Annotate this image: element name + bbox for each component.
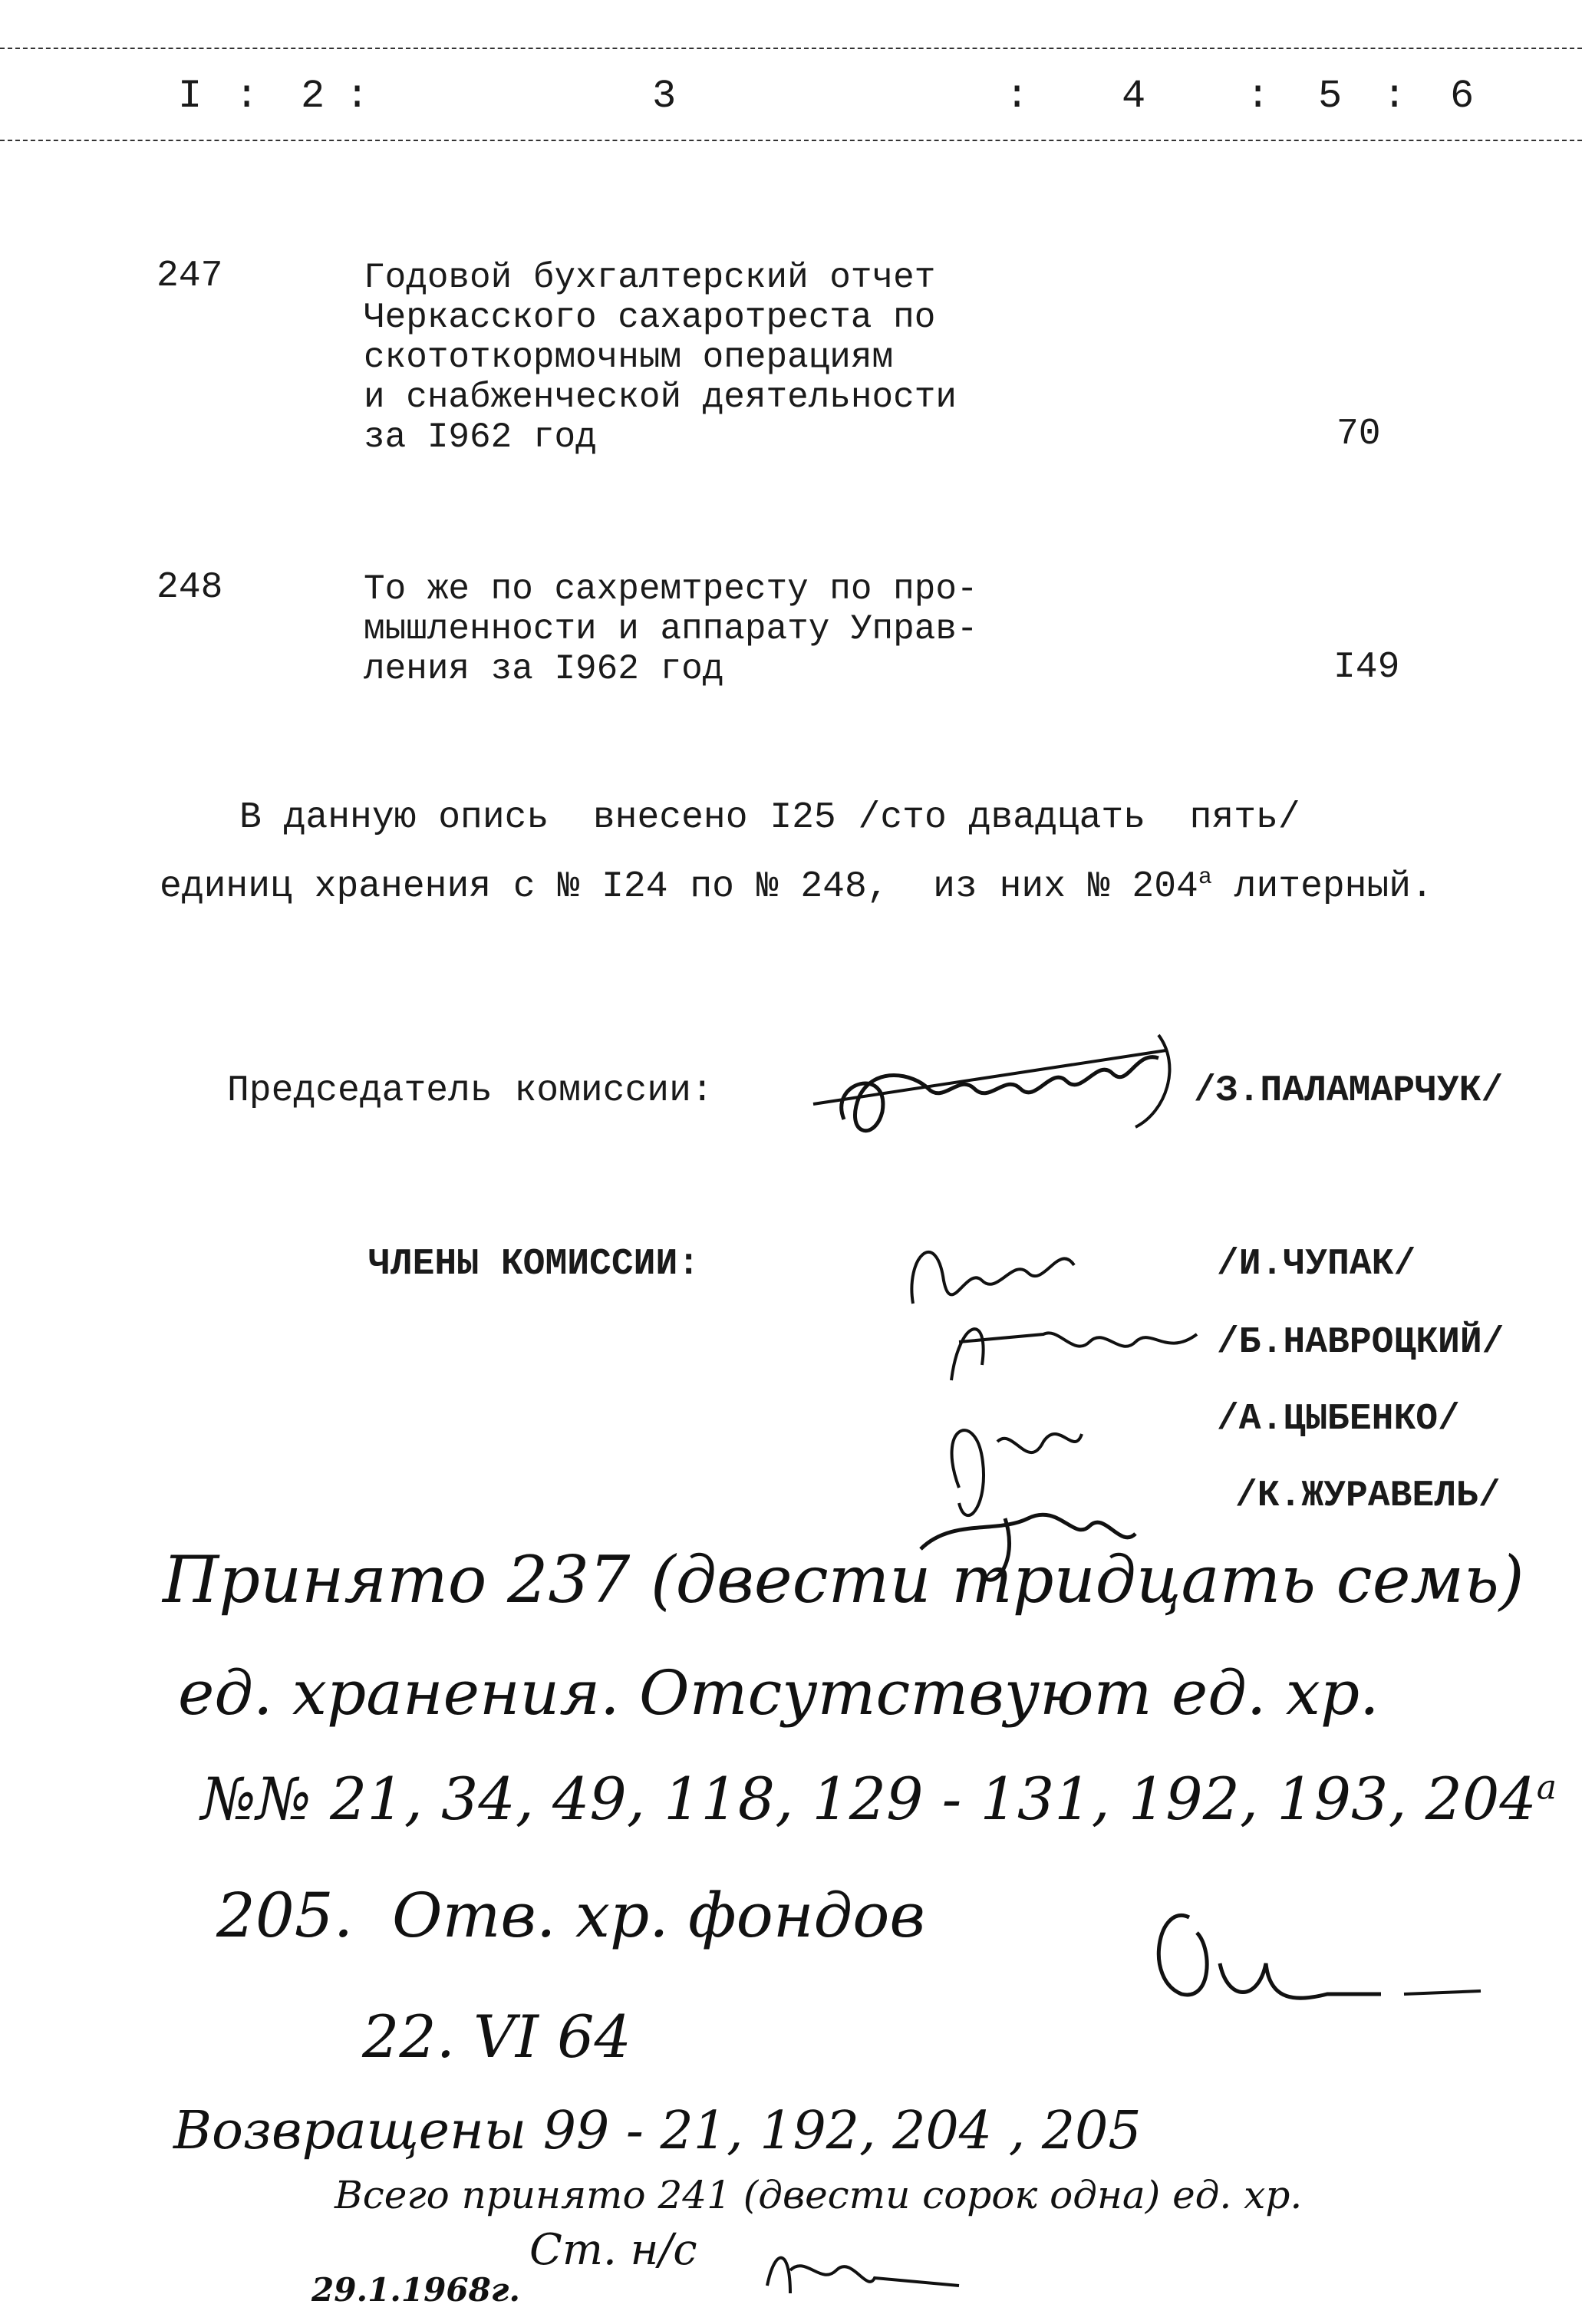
entry-line: мышленности и аппарату Управ- [364,609,978,649]
summary-line-2-end: литерный. [1211,866,1433,908]
entry-number: 248 [157,567,223,608]
handwritten-line-7: Всего принято 241 (двести сорок одна) ед. хр. [335,2173,1303,2217]
entry-number: 247 [157,255,223,297]
member-name-4: /К.ЖУРАВЕЛЬ/ [1235,1475,1501,1517]
staff-signature [752,2217,967,2294]
column-separator: : [235,74,261,119]
archivist-scribble [1128,1887,1496,2025]
column-header-3: 3 [652,74,678,119]
handwritten-line-1: Принято 237 (двести тридцать семь) [163,1542,1524,1617]
column-separator: : [345,74,371,119]
members-label: ЧЛЕНЫ КОМИССИИ: [368,1244,700,1285]
summary-line-2-text: единиц хранения с № I24 по № 248, из них № 204 [160,866,1198,908]
column-header-5: 5 [1318,74,1344,119]
header-rule [0,140,1582,141]
column-header-2: 2 [301,74,327,119]
entry-line: Годовой бухгалтерский отчет [364,258,936,298]
handwritten-date-2: 29.1.1968г. [311,2271,521,2309]
handwritten-superscript: а [1536,1768,1557,1808]
entry-line: и снабженческой деятельности [364,377,957,417]
member-name-3: /А.ЦЫБЕНКО/ [1217,1399,1460,1440]
entry-line: скототкормочным операциям [364,338,894,377]
entry-line: Черкасского сахаротреста по [364,298,936,338]
handwritten-line-3-text: №№ 21, 34, 49, 118, 129 - 131, 192, 193, 204 [201,1765,1537,1833]
column-separator: : [1005,74,1031,119]
entry-description [364,569,978,689]
entry-sheet-count: 70 [1336,414,1381,455]
signature-scribble [798,1020,1228,1150]
entry-sheet-count: I49 [1333,647,1400,688]
column-header-6: 6 [1450,74,1476,119]
column-header-4: 4 [1122,74,1148,119]
handwritten-line-8: Ст. н/с [529,2225,697,2275]
handwritten-line-3 [201,1765,1557,1833]
entry-line: ления за I962 год [364,649,724,689]
archivist-signature [1120,1872,1488,2010]
top-rule [0,48,1582,49]
column-separator: : [1246,74,1272,119]
chairman-name: /З.ПАЛАМАРЧУК/ [1194,1070,1504,1112]
column-separator: : [1383,74,1409,119]
handwritten-line-6: Возвращены 99 - 21, 192, 204 , 205 [173,2101,1142,2161]
member-name-1: /И.ЧУПАК/ [1217,1244,1416,1285]
summary-superscript: а [1198,865,1212,891]
member-name-2: /Б.НАВРОЦКИЙ/ [1217,1322,1505,1363]
entry-line: То же по сахремтресту по про- [364,569,978,609]
summary-line-1: В данную опись внесено I25 /сто двадцать пять/ [239,797,1300,839]
handwritten-line-2: ед. хранения. Отсутствуют ед. хр. [178,1657,1379,1729]
entry-description [364,258,957,457]
chairman-signature [790,1005,1220,1136]
summary-line-2 [160,858,1433,907]
entry-line: за I962 год [364,417,597,457]
column-header-1: I [178,74,204,119]
handwritten-date-1: 22. VI 64 [362,2003,631,2071]
staff-scribble [760,2232,974,2309]
member-signatures [882,1197,1220,1596]
chairman-label: Председатель комиссии: [227,1070,714,1112]
handwritten-line-4: 205. Отв. хр. фондов [216,1880,925,1951]
